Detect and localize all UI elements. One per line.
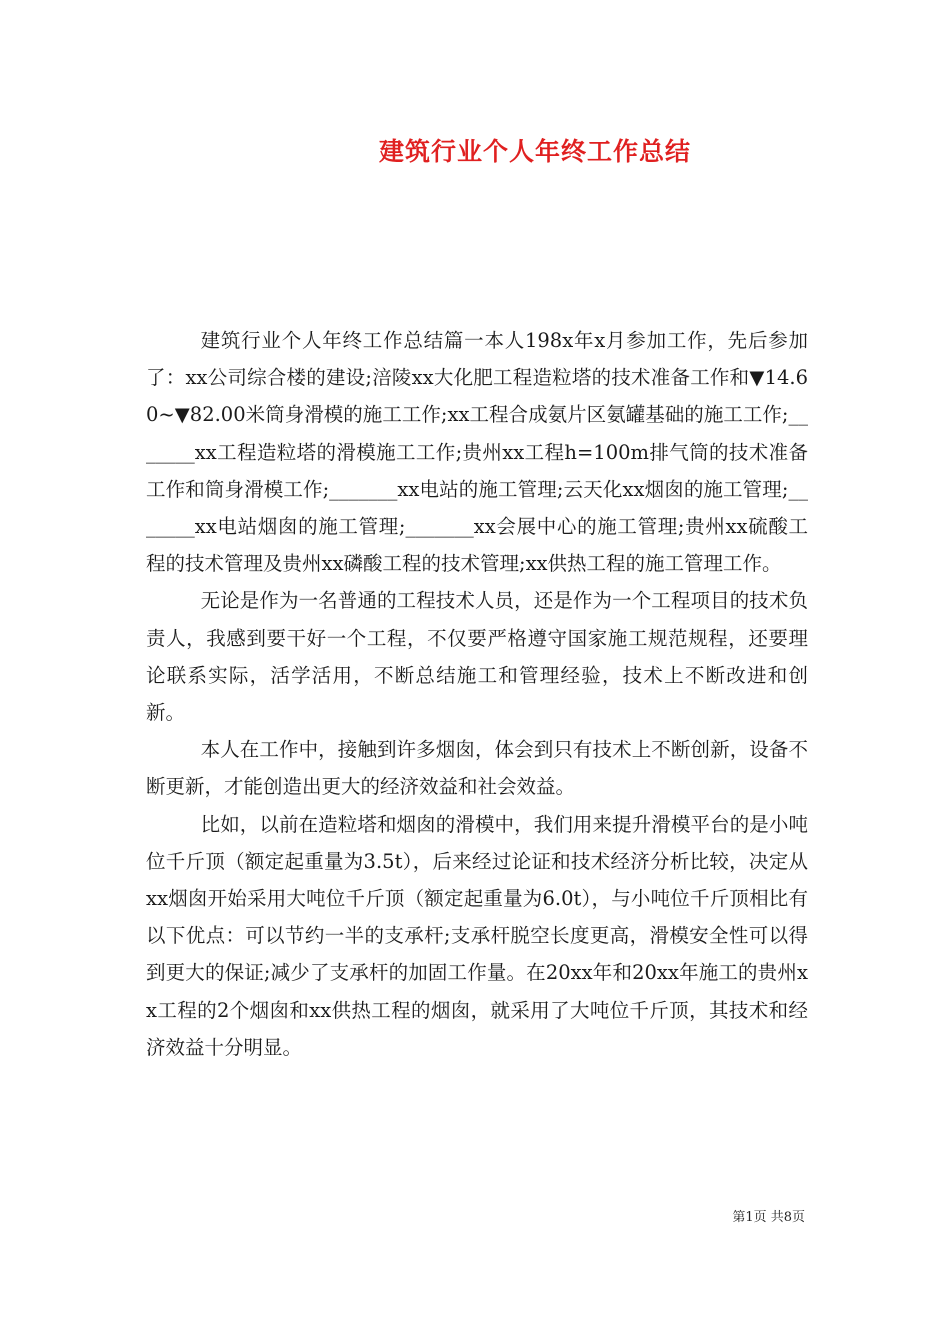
document-title: 建筑行业个人年终工作总结 (378, 137, 691, 166)
paragraph-2: 无论是作为一名普通的工程技术人员，还是作为一个工程项目的技术负责人，我感到要干好一个工程，不仅要严格遵守国家施工规范规程，还要理论联系实际，活学活用，不断总结施工和管理经验，技术上不断改进和创新。 (146, 589, 808, 725)
document-body (146, 322, 808, 1066)
page-number-footer: 第1页 共8页 (732, 1210, 805, 1225)
paragraph-1: 建筑行业个人年终工作总结篇一本人198x年x月参加工作，先后参加了：xx公司综合楼的建设;涪陵xx大化肥工程造粒塔的技术准备工作和▼14.60~▼82.00米筒身滑模的施工工作;xx工程合成氨片区氨罐基础的施工工作;_______xx工程造粒塔的滑模施工工作;贵州xx工程h=100m排气筒的技术准备工作和筒身滑模工作;_______xx电站的施工管理;云天化xx烟囱的施工管理;_______xx电站烟囱的施工管理;_______xx会展中心的施工管理;贵州xx硫酸工程的技术管理及贵州xx磷酸工程的技术管理;xx供热工程的施工管理工作。 (146, 329, 808, 576)
paragraph-4: 比如，以前在造粒塔和烟囱的滑模中，我们用来提升滑模平台的是小吨位千斤顶（额定起重量为3.5t），后来经过论证和技术经济分析比较，决定从xx烟囱开始采用大吨位千斤顶（额定起重量为6.0t），与小吨位千斤顶相比有以下优点：可以节约一半的支承杆;支承杆脱空长度更高，滑模安全性可以得到更大的保证;减少了支承杆的加固工作量。在20xx年和20xx年施工的贵州xx工程的2个烟囱和xx供热工程的烟囱，就采用了大吨位千斤顶，其技术和经济效益十分明显。 (146, 812, 808, 1059)
paragraph-3: 本人在工作中，接触到许多烟囱，体会到只有技术上不断创新，设备不断更新，才能创造出更大的经济效益和社会效益。 (146, 738, 808, 799)
